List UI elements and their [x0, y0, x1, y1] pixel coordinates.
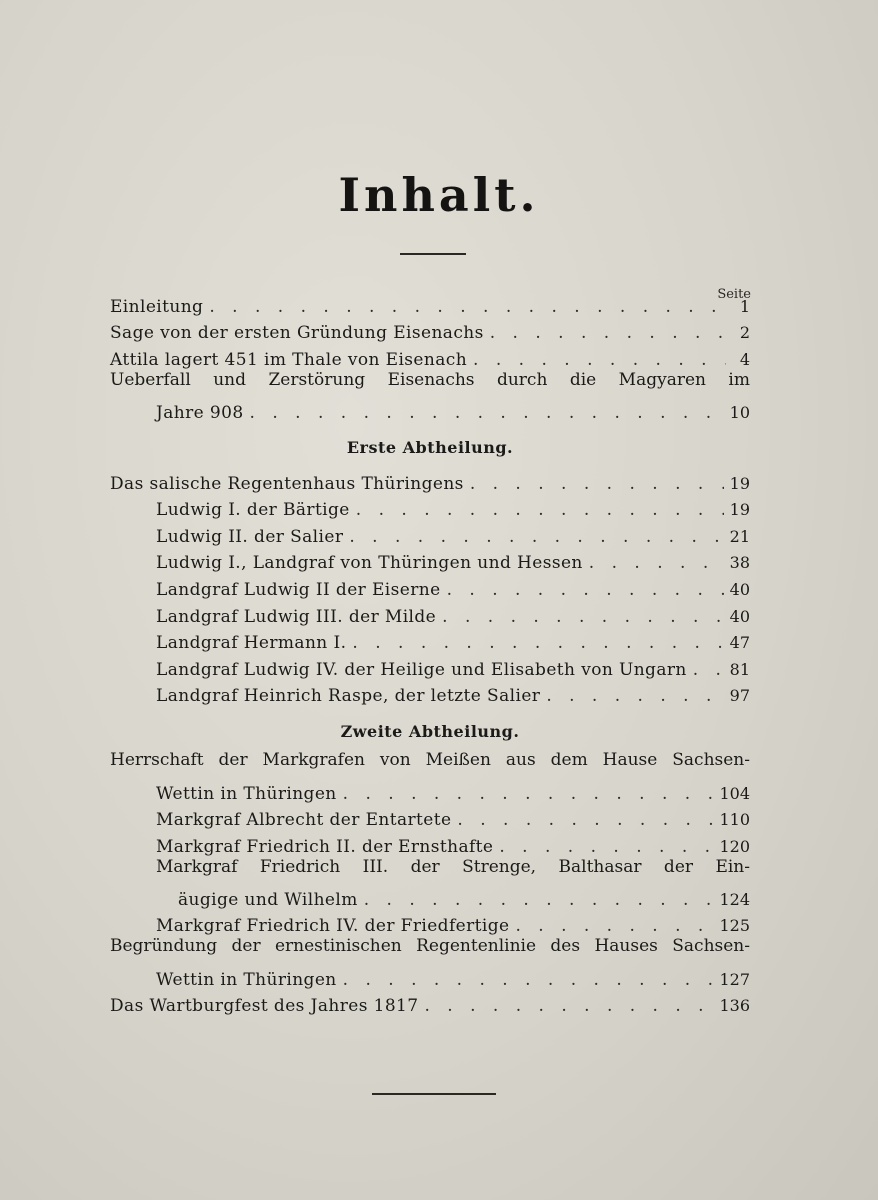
toc-entry-title: Wettin in Thüringen	[156, 969, 337, 990]
toc-entry	[110, 343, 750, 370]
dot-leader	[693, 660, 724, 680]
toc-entry-title: Landgraf Ludwig III. der Milde	[156, 606, 437, 627]
toc-entry	[110, 600, 750, 627]
seite-label: Seite	[717, 287, 751, 302]
toc-entry-title: Markgraf Friedrich II. der Ernsthafte	[156, 836, 494, 857]
toc-entry-title: Sage von der ersten Gründung Eisenachs	[110, 323, 484, 344]
toc-entry	[110, 467, 750, 494]
toc-page-number: 104	[719, 783, 750, 803]
toc-entry-title: Jahre 908	[156, 402, 244, 423]
toc-entry-title: Das Wartburgfest des Jahres 1817	[110, 996, 419, 1017]
dot-leader	[424, 996, 713, 1016]
dot-leader	[589, 553, 724, 573]
dot-leader	[499, 837, 713, 857]
dot-leader	[356, 500, 724, 520]
toc-page-number: 19	[729, 473, 750, 493]
toc-entry	[110, 653, 750, 680]
dot-leader	[209, 297, 726, 317]
toc-entry-title: äugige und Wilhelm	[178, 889, 358, 910]
dot-leader	[442, 607, 724, 627]
toc-entry-title: Attila lagert 451 im Thale von Eisenach	[110, 349, 468, 370]
toc-entry	[110, 290, 750, 317]
toc-entry	[110, 910, 750, 937]
toc-page-number: 40	[729, 606, 750, 626]
dot-leader	[364, 890, 714, 910]
dot-leader	[490, 323, 726, 343]
toc-page-number: 97	[729, 686, 750, 706]
toc-page-number: 47	[729, 633, 750, 653]
toc-entry-title: Ludwig I. der Bärtige	[156, 500, 350, 521]
toc-page-number: 1	[739, 296, 750, 316]
toc-page-number: 40	[729, 579, 750, 599]
toc-entry	[110, 520, 750, 547]
dot-leader	[470, 474, 724, 494]
dot-leader	[343, 784, 714, 804]
dot-leader	[352, 633, 723, 653]
toc-entry	[110, 627, 750, 654]
toc-entry	[110, 830, 750, 857]
toc-page-number: 19	[729, 500, 750, 520]
toc-entry	[110, 883, 750, 910]
dot-leader	[349, 527, 723, 547]
toc-entry-title: Das salische Regentenhaus Thüringens	[110, 473, 464, 494]
toc-entry-title: Markgraf Albrecht der Entartete	[156, 810, 452, 831]
page-title: Inhalt.	[338, 168, 540, 222]
toc-entry	[110, 317, 750, 344]
toc-entry-title: Einleitung	[110, 296, 204, 317]
toc-entry-line1: Begründung der ernestinischen Regentenlinie des Hauses Sachsen-	[110, 936, 750, 957]
toc-entry	[110, 804, 750, 831]
toc-entry-title: Landgraf Ludwig II der Eiserne	[156, 579, 441, 600]
toc-page-number: 125	[719, 916, 750, 936]
toc-entry-title: Wettin in Thüringen	[156, 783, 337, 804]
toc-page-number: 110	[719, 810, 750, 830]
toc-entry-title: Landgraf Hermann I.	[156, 633, 347, 654]
closing-rule	[372, 1093, 496, 1095]
table-of-contents	[110, 290, 750, 1016]
toc-page-number: 127	[719, 969, 750, 989]
toc-page-number: 124	[719, 889, 750, 909]
toc-entry	[110, 573, 750, 600]
toc-page-number: 120	[719, 836, 750, 856]
toc-entry	[110, 990, 750, 1017]
toc-entry	[110, 777, 750, 804]
toc-entry	[110, 963, 750, 990]
dot-leader	[473, 350, 726, 370]
section-heading: Erste Abtheilung.	[346, 438, 514, 458]
toc-entry	[110, 396, 750, 423]
toc-page-number: 2	[739, 323, 750, 343]
toc-page-number: 10	[729, 402, 750, 422]
dot-leader	[447, 580, 724, 600]
toc-entry-title: Landgraf Ludwig IV. der Heilige und Elisabeth von Ungarn	[156, 659, 687, 680]
dot-leader	[250, 403, 724, 423]
toc-entry	[110, 494, 750, 521]
toc-entry-title: Markgraf Friedrich IV. der Friedfertige	[156, 916, 510, 937]
dot-leader	[515, 916, 713, 936]
toc-page-number: 136	[719, 996, 750, 1016]
toc-entry-title: Ludwig II. der Salier	[156, 526, 344, 547]
toc-entry-title: Ludwig I., Landgraf von Thüringen und Hessen	[156, 553, 583, 574]
toc-entry-line1: Herrschaft der Markgrafen von Meißen aus dem Hause Sachsen-	[110, 750, 750, 771]
dot-leader	[546, 686, 723, 706]
section-heading: Zweite Abtheilung.	[340, 721, 520, 741]
toc-entry	[110, 680, 750, 707]
toc-entry-line1: Markgraf Friedrich III. der Strenge, Balthasar der Ein-	[156, 856, 750, 877]
toc-page-number: 4	[739, 349, 750, 369]
dot-leader	[343, 970, 714, 990]
toc-entry-title: Landgraf Heinrich Raspe, der letzte Salier	[156, 686, 541, 707]
toc-page-number: 21	[729, 526, 750, 546]
toc-entry	[110, 547, 750, 574]
title-rule	[400, 253, 466, 255]
toc-page-number: 81	[729, 659, 750, 679]
toc-page-number: 38	[729, 553, 750, 573]
dot-leader	[457, 810, 713, 830]
toc-entry-line1: Ueberfall und Zerstörung Eisenachs durch die Magyaren im	[110, 369, 750, 390]
